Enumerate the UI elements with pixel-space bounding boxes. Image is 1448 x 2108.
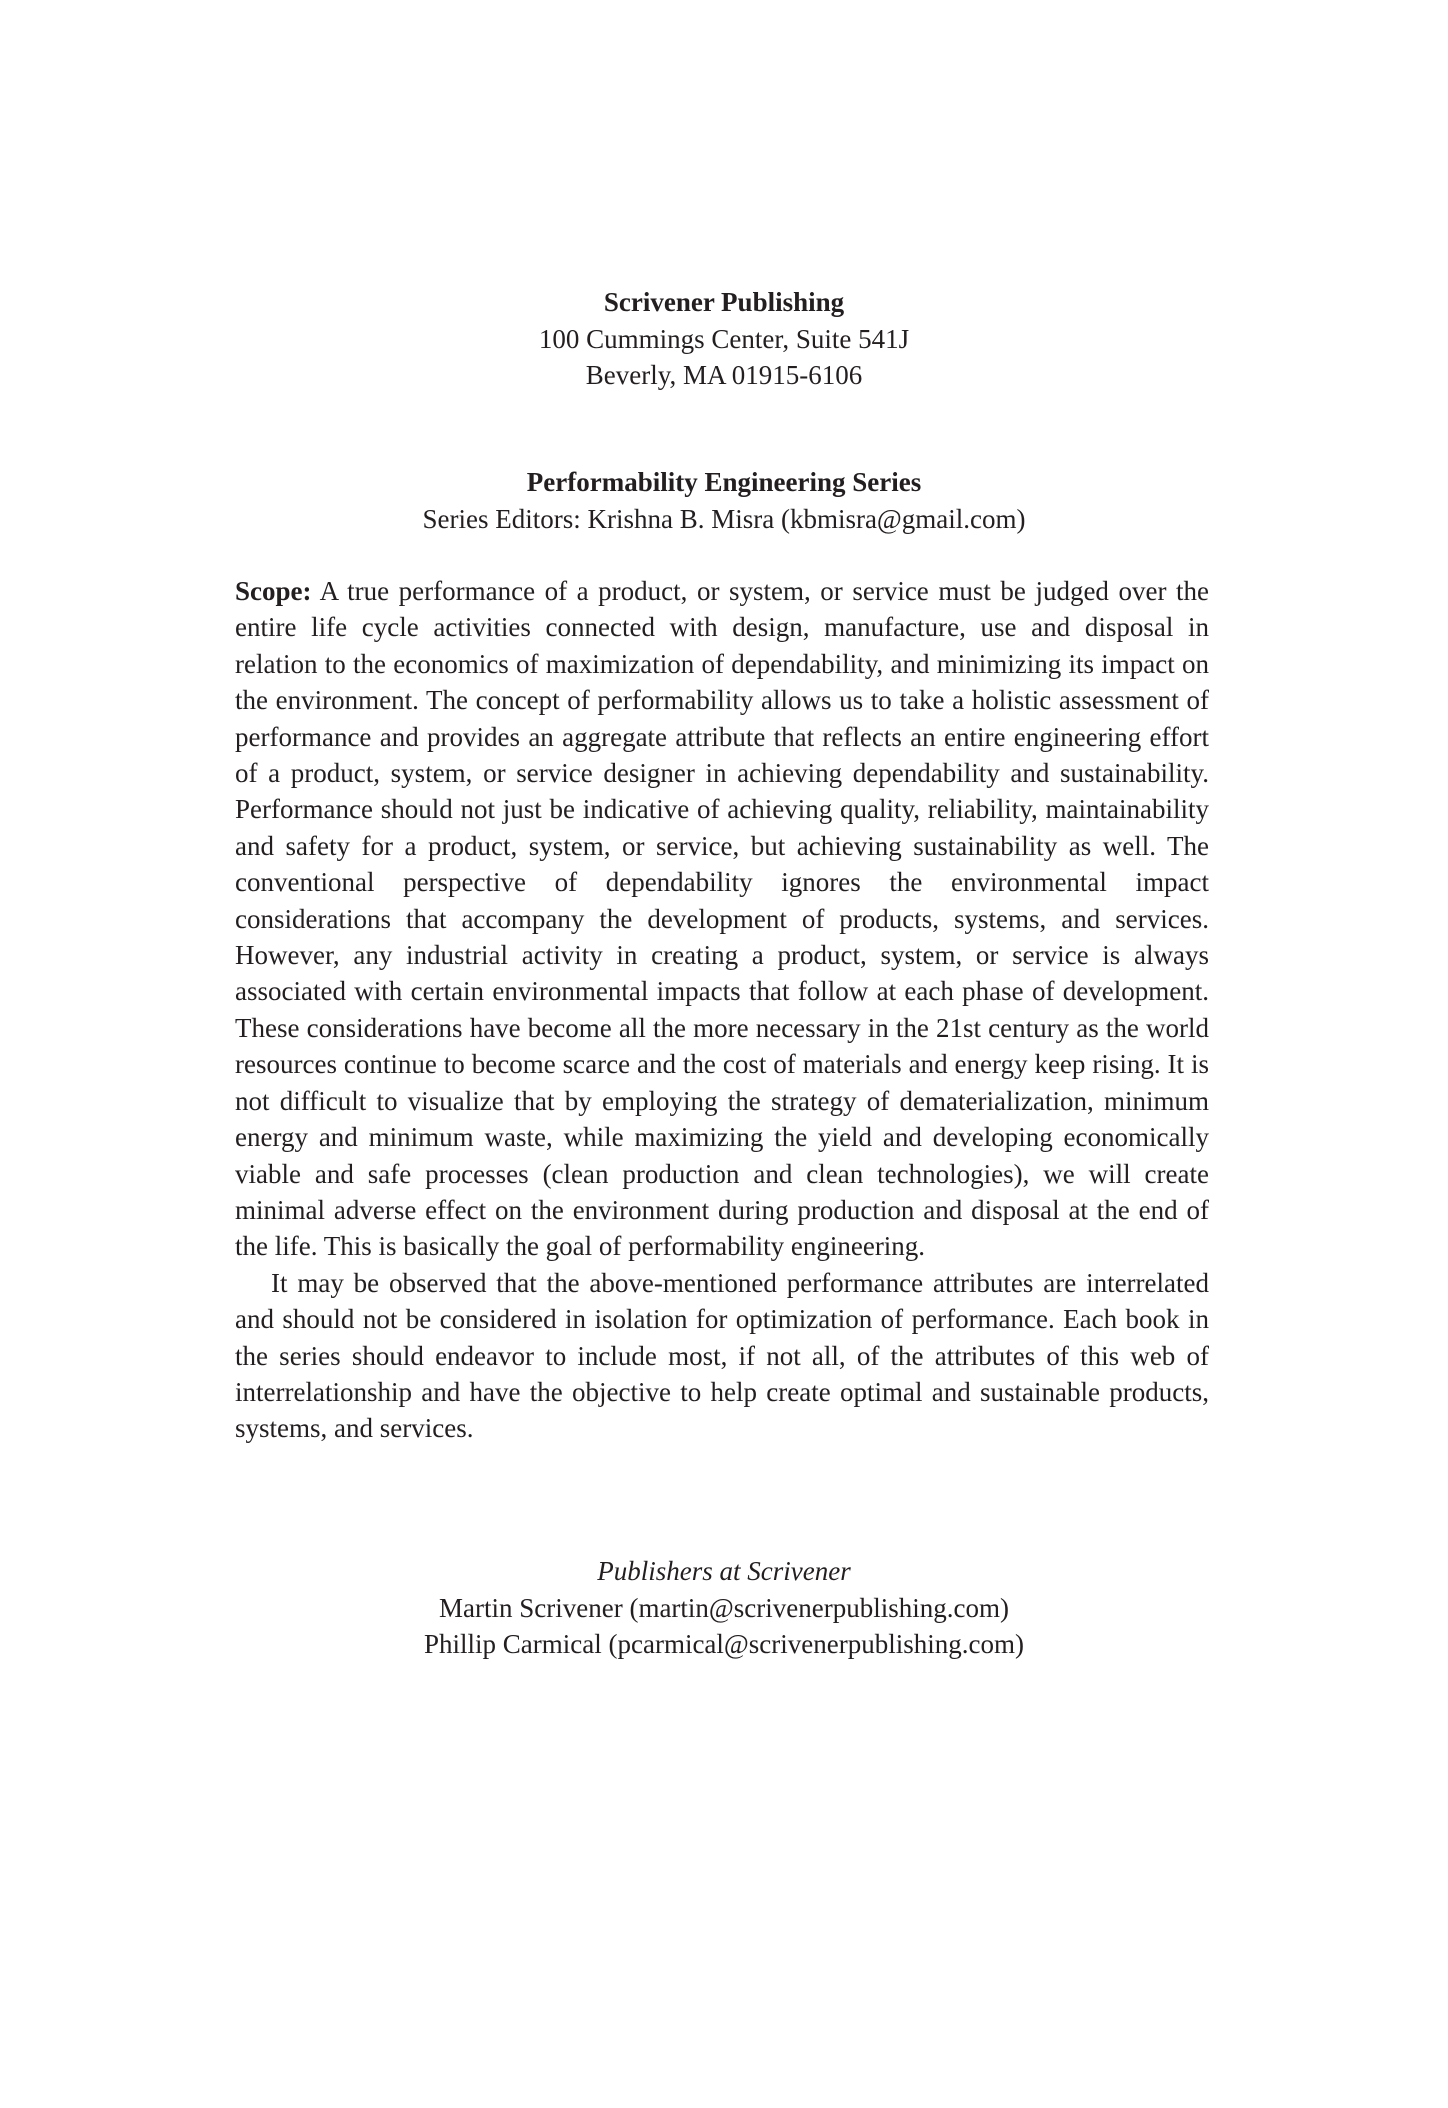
series-info [0, 464, 1448, 537]
scope-paragraph-2: It may be observed that the above-mentioned performance attributes are interrelated and should not be considered in isolation for optimization of performance. Each book in the series should endeavor to include most, if not all, of the attributes of this web of interrelationship and have the objective to help create optimal and sustainable products, systems, and services. [235, 1267, 1209, 1444]
publishers-heading: Publishers at Scrivener [597, 1556, 851, 1586]
publisher-contact-2: Phillip Carmical (pcarmical@scrivenerpublishing.com) [424, 1629, 1024, 1659]
publisher-address-line2: Beverly, MA 01915-6106 [585, 360, 863, 390]
series-title: Performability Engineering Series [526, 467, 922, 497]
scope-paragraph-1-text: A true performance of a product, or system, or service must be judged over the entire life cycle activities connected with design, manufacture, use and disposal in relation to the economics of maximization of dependability, and minimizing its impact on the environment. The concept of performability allows us to take a holistic assessment of performance and provides an aggregate attribute that reflects an entire engineering effort of a product, system, or service designer in achieving dependability and sustainability. Performance should not just be indicative of achieving quality, reliability, maintainability and safety for a product, system, or service, but achieving sustainability as well. The conventional perspective of dependability ignores the environmental impact considerations that accompany the development of products, systems, and services. However, any industrial activity in creating a product, system, or service is always associated with certain environmental impacts that follow at each phase of development. These considerations have become all the more necessary in the 21st century as the world resources continue to become scarce and the cost of materials and energy keep rising. It is not difficult to visualize that by employing the strategy of dematerialization, minimum energy and minimum waste, while maximizing the yield and developing economically viable and safe processes (clean production and clean technologies), we will create minimal adverse effect on the environment during production and disposal at the end of the life. This is basically the goal of performability engineering. [235, 576, 1209, 1262]
publisher-info [0, 284, 1448, 394]
publisher-name: Scrivener Publishing [603, 287, 845, 317]
publisher-address-line1: 100 Cummings Center, Suite 541J [538, 323, 910, 354]
scope-paragraph-1 [235, 573, 1209, 1265]
scope-section [235, 573, 1209, 1447]
series-editors: Series Editors: Krishna B. Misra (kbmisra@gmail.com) [422, 503, 1026, 534]
publisher-contact-1: Martin Scrivener (martin@scrivenerpublishing.com) [439, 1592, 1009, 1623]
publishers-contact [0, 1553, 1448, 1663]
scope-label: Scope: [235, 576, 312, 606]
